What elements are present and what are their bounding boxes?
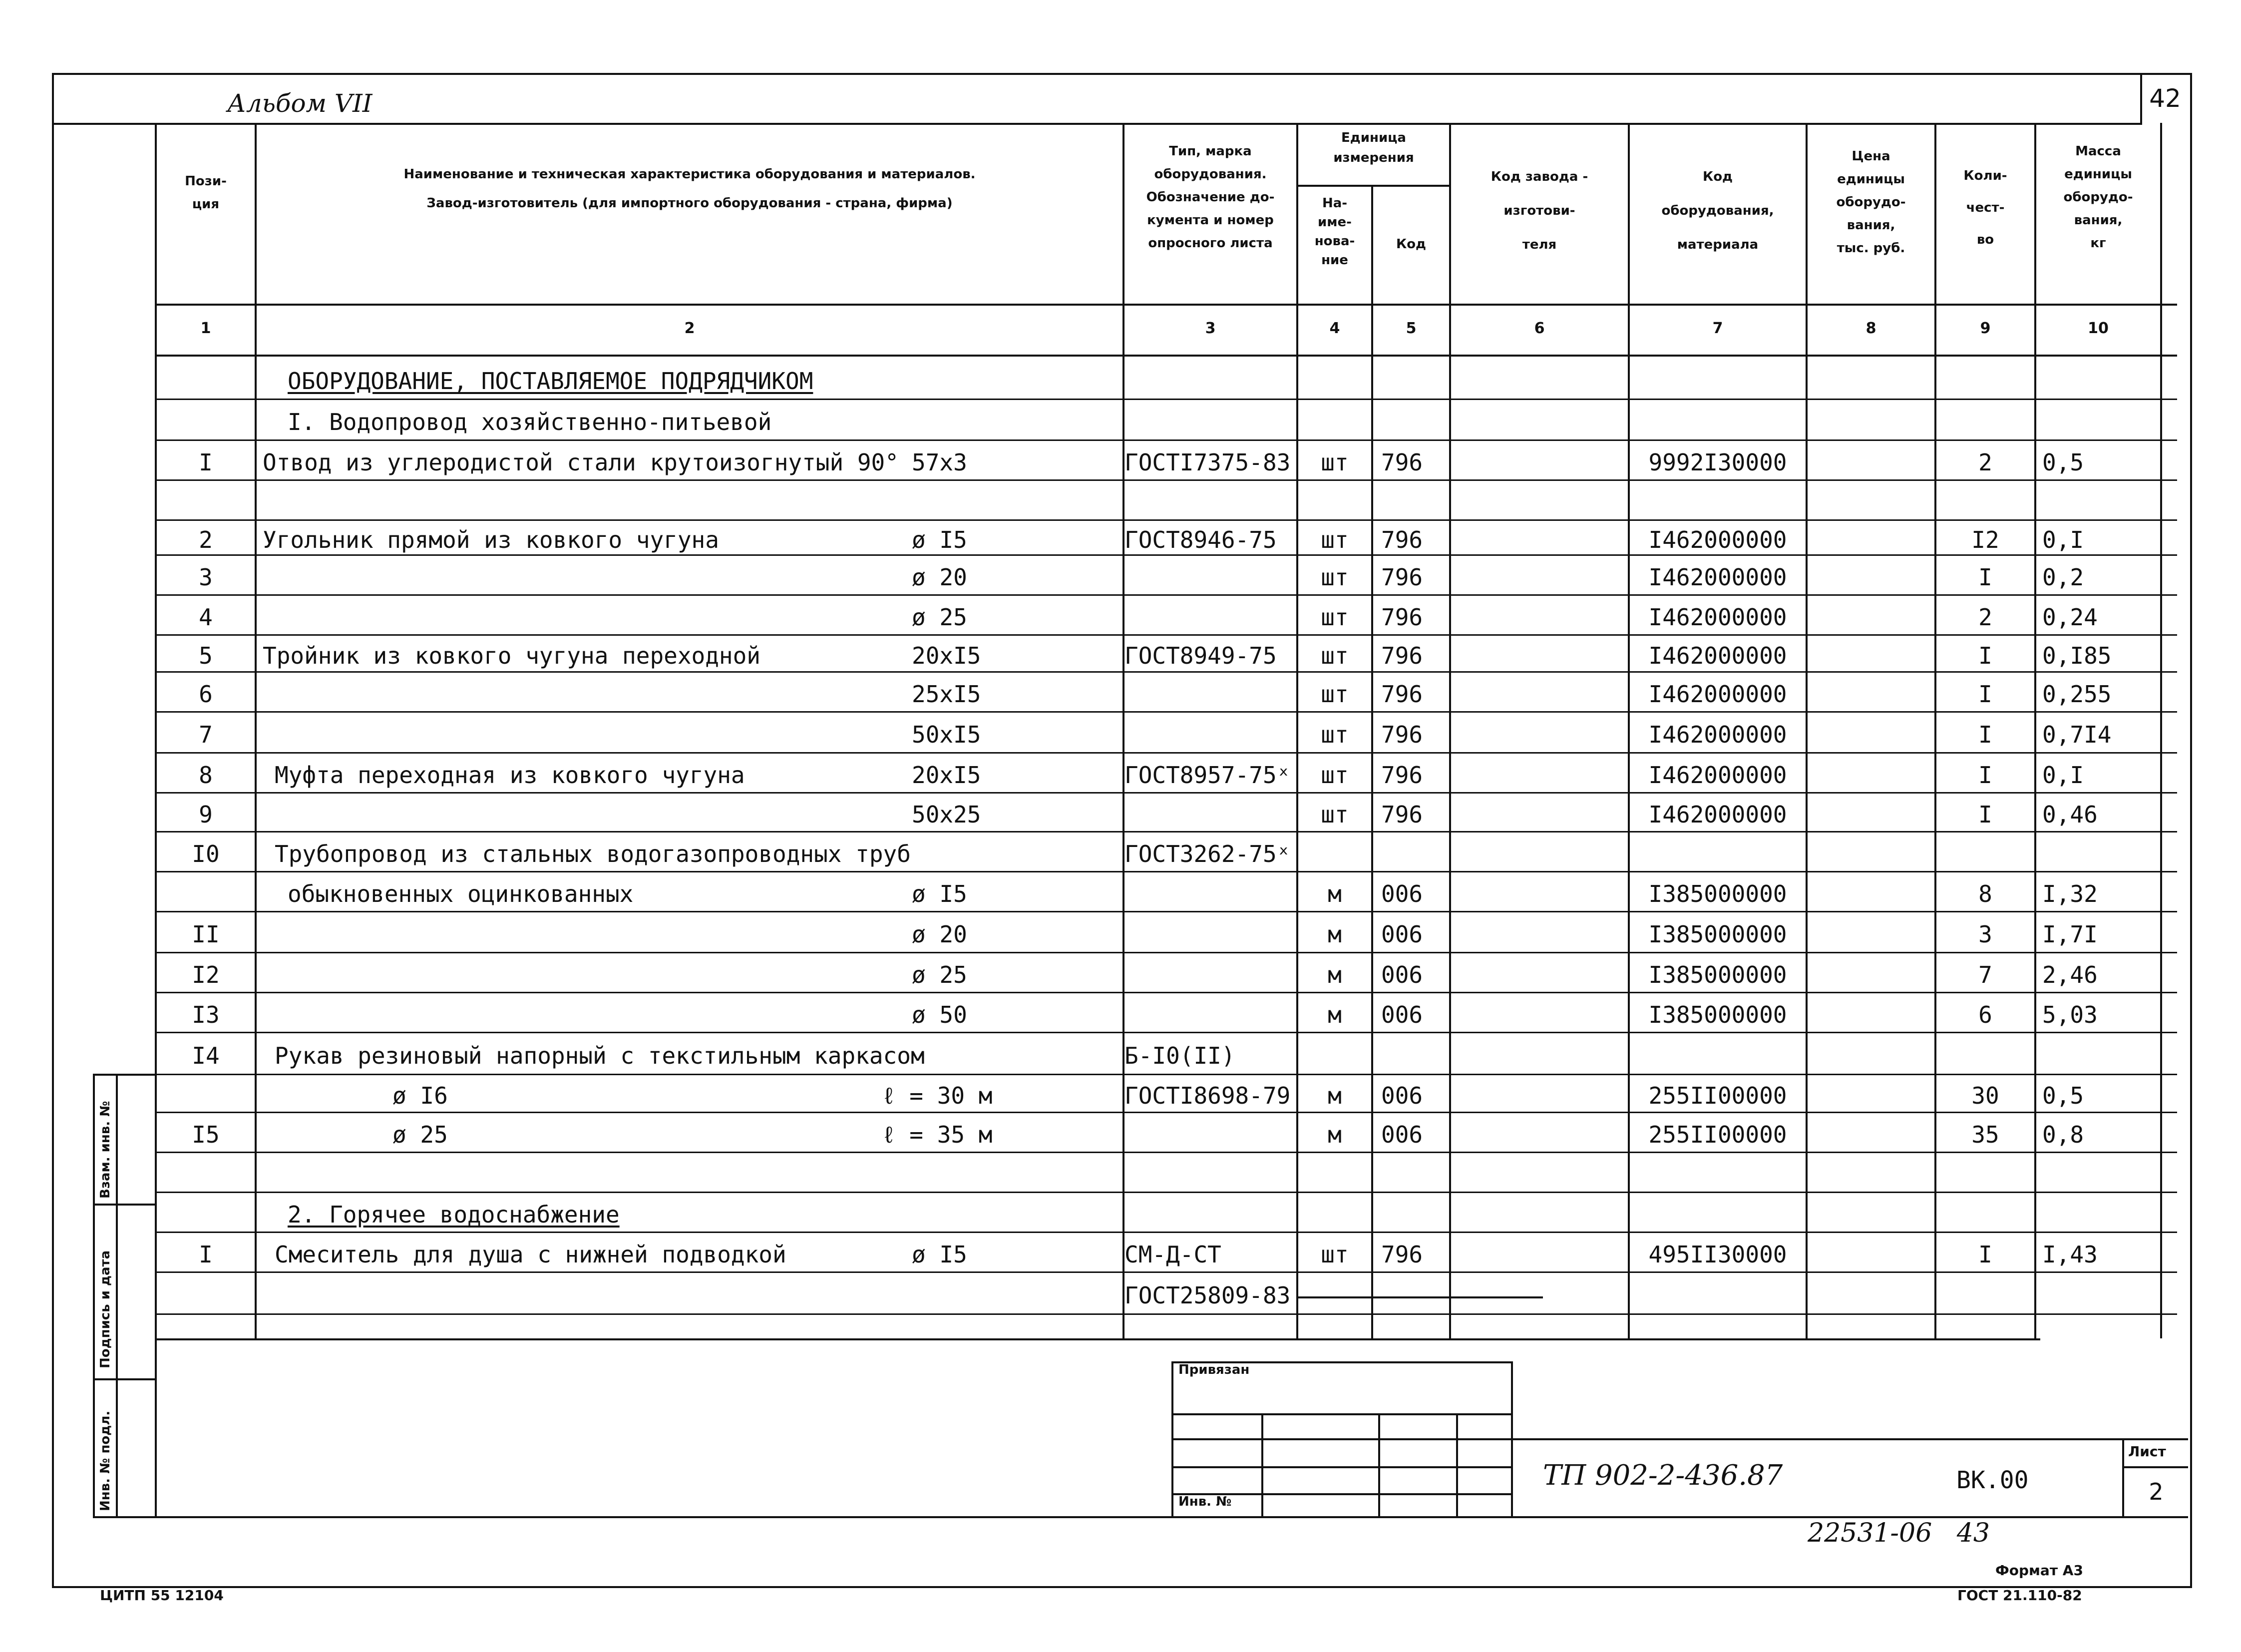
cell-mat: I462000000 bbox=[1648, 526, 1787, 553]
cell-pos: 5 bbox=[199, 642, 213, 669]
row-rule bbox=[155, 871, 2177, 872]
col-line-5 bbox=[1449, 123, 1451, 1338]
cell-unit: шт bbox=[1321, 564, 1349, 591]
tb-doc-code: ТП 902-2-436.87 bbox=[1543, 1459, 1783, 1492]
cell-doc: ГОСТI7375-83 bbox=[1124, 449, 1291, 476]
row-rule bbox=[155, 831, 2177, 832]
col-header-3: Тип, марка оборудования. Обозначение до- кумента и номер опросного листа bbox=[1146, 144, 1275, 251]
col-num-7: 7 bbox=[1712, 320, 1723, 337]
cell-unit: м bbox=[1328, 880, 1342, 907]
cell-name: ОБОРУДОВАНИЕ, ПОСТАВЛЯЕМОЕ ПОДРЯДЧИКОМ bbox=[288, 368, 813, 395]
cell-mat: I385000000 bbox=[1648, 961, 1787, 988]
cell-spec: ø I5 bbox=[912, 526, 967, 553]
cell-mat: I462000000 bbox=[1648, 801, 1787, 828]
cell-name: 2. Горячее водоснабжение bbox=[288, 1201, 620, 1228]
col-num-5: 5 bbox=[1406, 320, 1417, 337]
row-rule bbox=[155, 1313, 2177, 1315]
cell-spec: ø I5 bbox=[912, 1241, 967, 1268]
cell-mass: 2,46 bbox=[2042, 961, 2098, 988]
cell-mat: I385000000 bbox=[1648, 1001, 1787, 1028]
tb-sheet-number: 2 bbox=[2149, 1478, 2164, 1505]
tb-vline-3 bbox=[1378, 1413, 1380, 1516]
cell-code: 006 bbox=[1381, 961, 1423, 988]
cell-spec: ø 50 bbox=[912, 1001, 967, 1028]
row-rule bbox=[155, 671, 2177, 673]
cell-mat: 495II30000 bbox=[1648, 1241, 1787, 1268]
row-rule bbox=[155, 1232, 2177, 1233]
cell-qty: 7 bbox=[1978, 961, 1992, 988]
col-line-1 bbox=[255, 123, 257, 1338]
side-sign-date: Подпись и дата bbox=[98, 1250, 113, 1368]
cell-name: Трубопровод из стальных водогазопроводных труб bbox=[275, 840, 911, 867]
col-header-8: Цена единицы оборудо- вания, тыс. руб. bbox=[1836, 149, 1906, 256]
cell-code: 796 bbox=[1381, 801, 1423, 828]
cell-pos: 4 bbox=[199, 604, 213, 631]
row-rule bbox=[155, 594, 2177, 596]
cell-pos: I4 bbox=[192, 1042, 220, 1069]
cell-pos: II bbox=[192, 921, 220, 948]
cell-spec: 50x25 bbox=[912, 801, 981, 828]
row-rule bbox=[155, 1032, 2177, 1033]
cell-name: Отвод из углеродистой стали крутоизогнутый 90° bbox=[263, 449, 899, 476]
page-frame bbox=[52, 73, 2192, 1588]
cell-qty: I bbox=[1978, 762, 1992, 789]
col-num-6: 6 bbox=[1534, 320, 1545, 337]
cell-doc: Б-I0(II) bbox=[1124, 1042, 1235, 1069]
cell-spec: 57x3 bbox=[912, 449, 967, 476]
number-row-rule bbox=[155, 355, 2177, 357]
cell-unit: м bbox=[1328, 1082, 1342, 1109]
row-rule bbox=[155, 911, 2177, 912]
col-header-6: Код завода - изготови- теля bbox=[1491, 169, 1588, 252]
cell-mass: 0,8 bbox=[2042, 1121, 2084, 1148]
cell-pos: 3 bbox=[199, 564, 213, 591]
row-rule bbox=[155, 1271, 2177, 1273]
cell-mat: I385000000 bbox=[1648, 921, 1787, 948]
cell-name: ø 25 bbox=[392, 1121, 448, 1148]
side-stamp-sep-1 bbox=[93, 1204, 155, 1206]
row-rule bbox=[155, 554, 2177, 556]
cell-name: Тройник из ковкого чугуна переходной bbox=[263, 642, 760, 669]
cell-qty: 35 bbox=[1971, 1121, 1999, 1148]
cell-pos: I bbox=[199, 449, 213, 476]
cell-qty: I bbox=[1978, 1241, 1992, 1268]
row-rule bbox=[155, 399, 2177, 400]
row-rule bbox=[155, 752, 2177, 754]
col-header-9: Коли- чест- во bbox=[1963, 168, 2007, 247]
handwritten-number: 22531-06 43 bbox=[1808, 1518, 1990, 1548]
cell-pos: 9 bbox=[199, 801, 213, 828]
cell-qty: I bbox=[1978, 564, 1992, 591]
col-num-1: 1 bbox=[200, 320, 211, 337]
top-rule bbox=[52, 123, 2140, 125]
cell-qty: 3 bbox=[1978, 921, 1992, 948]
col-header-1: Пози- ция bbox=[185, 174, 227, 212]
cell-pos: I5 bbox=[192, 1121, 220, 1148]
cell-mat: I462000000 bbox=[1648, 564, 1787, 591]
row-rule bbox=[155, 634, 2177, 636]
tb-rule-4 bbox=[1171, 1466, 1511, 1468]
cell-mat: 255II00000 bbox=[1648, 1121, 1787, 1148]
row-rule bbox=[155, 519, 2177, 521]
tb-vline-4 bbox=[1456, 1413, 1458, 1516]
tb-rule-2 bbox=[1171, 1413, 1511, 1415]
cell-name: ø I6 bbox=[392, 1082, 448, 1109]
cell-code: 796 bbox=[1381, 604, 1423, 631]
row-rule bbox=[155, 952, 2177, 953]
cell-pos: I bbox=[199, 1241, 213, 1268]
cell-mass: 5,03 bbox=[2042, 1001, 2098, 1028]
cell-mass: 0,255 bbox=[2042, 681, 2112, 708]
side-stamp-line bbox=[93, 1074, 95, 1516]
cell-unit: шт bbox=[1321, 449, 1349, 476]
cell-unit: шт bbox=[1321, 604, 1349, 631]
format-label: Формат А3 bbox=[1995, 1562, 2083, 1579]
cell-mass: 0,24 bbox=[2042, 604, 2098, 631]
cell-pos: I0 bbox=[192, 840, 220, 867]
cell-doc: ГОСТ3262-75ˣ bbox=[1124, 840, 1291, 867]
cell-qty: 30 bbox=[1971, 1082, 1999, 1109]
tb-inv-label: Инв. № bbox=[1178, 1494, 1232, 1509]
cell-code: 006 bbox=[1381, 921, 1423, 948]
cell-spec: ø 20 bbox=[912, 921, 967, 948]
cell-unit: шт bbox=[1321, 642, 1349, 669]
cell-code: 006 bbox=[1381, 1082, 1423, 1109]
cell-code: 006 bbox=[1381, 1001, 1423, 1028]
cell-doc: ГОСТ25809-83 bbox=[1124, 1282, 1291, 1309]
col-header-7: Код оборудования, материала bbox=[1661, 169, 1774, 252]
side-stamp-sep-2 bbox=[93, 1378, 155, 1380]
cell-spec: ø 20 bbox=[912, 564, 967, 591]
tb-vline-2 bbox=[1261, 1413, 1263, 1516]
side-stamp-line-2 bbox=[116, 1074, 118, 1516]
tb-attached-label: Привязан bbox=[1178, 1362, 1250, 1377]
cell-qty: I bbox=[1978, 642, 1992, 669]
cell-qty: 8 bbox=[1978, 880, 1992, 907]
cell-code: 796 bbox=[1381, 1241, 1423, 1268]
cell-spec: 25xI5 bbox=[912, 681, 981, 708]
cell-qty: 2 bbox=[1978, 604, 1992, 631]
col-num-3: 3 bbox=[1205, 320, 1216, 337]
cell-unit: шт bbox=[1321, 721, 1349, 748]
row-rule bbox=[155, 711, 2177, 713]
col-num-4: 4 bbox=[1329, 320, 1340, 337]
cell-mass: 0,2 bbox=[2042, 564, 2084, 591]
tb-vline-1 bbox=[1171, 1361, 1173, 1516]
col-header-5: Код bbox=[1396, 237, 1427, 252]
tb-mark: ВК.00 bbox=[1956, 1466, 2029, 1494]
cell-mass: 0,7I4 bbox=[2042, 721, 2112, 748]
cell-code: 796 bbox=[1381, 642, 1423, 669]
cell-pos: I3 bbox=[192, 1001, 220, 1028]
cell-spec: 20xI5 bbox=[912, 762, 981, 789]
cell-name: Муфта переходная из ковкого чугуна bbox=[275, 762, 745, 789]
col-num-2: 2 bbox=[684, 320, 695, 337]
cell-unit: шт bbox=[1321, 526, 1349, 553]
cell-mat: 9992I30000 bbox=[1648, 449, 1787, 476]
unit-group-rule bbox=[1296, 185, 1449, 187]
cell-doc: ГОСТ8949-75 bbox=[1124, 642, 1277, 669]
cell-pos: I2 bbox=[192, 961, 220, 988]
tb-vline-5 bbox=[1511, 1361, 1513, 1516]
side-stamp-bottom bbox=[93, 1516, 155, 1518]
cell-spec: ø 25 bbox=[912, 604, 967, 631]
col-header-4: На- име- нова- ние bbox=[1314, 196, 1355, 268]
tb-rule-3 bbox=[1171, 1438, 1511, 1440]
cell-spec: ℓ = 30 м bbox=[882, 1082, 993, 1109]
standard-label: ГОСТ 21.110-82 bbox=[1957, 1587, 2082, 1604]
side-inv-no: Инв. № подл. bbox=[98, 1410, 113, 1511]
cell-unit: шт bbox=[1321, 801, 1349, 828]
cell-mass: 0,5 bbox=[2042, 449, 2084, 476]
unit-bottom-rule bbox=[1296, 1296, 1543, 1298]
cell-mass: I,43 bbox=[2042, 1241, 2098, 1268]
col-line-4 bbox=[1371, 185, 1373, 1338]
row-rule bbox=[155, 1074, 2177, 1075]
cell-name: Смеситель для душа с нижней подводкой bbox=[275, 1241, 786, 1268]
cell-spec: ø 25 bbox=[912, 961, 967, 988]
cell-qty: 2 bbox=[1978, 449, 1992, 476]
cell-mat: I462000000 bbox=[1648, 762, 1787, 789]
cell-unit: м bbox=[1328, 1121, 1342, 1148]
cell-code: 796 bbox=[1381, 681, 1423, 708]
cell-unit: шт bbox=[1321, 1241, 1349, 1268]
col-line-7 bbox=[1806, 123, 1808, 1338]
org-code: ЦИТП 55 12104 bbox=[100, 1587, 224, 1604]
cell-mass: 0,I bbox=[2042, 526, 2084, 553]
row-rule bbox=[155, 439, 2177, 441]
cell-mat: I462000000 bbox=[1648, 642, 1787, 669]
row-rule bbox=[155, 479, 2177, 481]
col-line-10 bbox=[2160, 123, 2162, 1338]
cell-pos: 2 bbox=[199, 526, 213, 553]
page-number: 42 bbox=[2149, 84, 2181, 113]
row-rule bbox=[155, 1192, 2177, 1193]
cell-doc: ГОСТ8957-75ˣ bbox=[1124, 762, 1291, 789]
cell-doc: ГОСТI8698-79 bbox=[1124, 1082, 1291, 1109]
cell-mat: I462000000 bbox=[1648, 721, 1787, 748]
cell-doc: ГОСТ8946-75 bbox=[1124, 526, 1277, 553]
cell-spec: ℓ = 35 м bbox=[882, 1121, 993, 1148]
cell-mass: I,32 bbox=[2042, 880, 2098, 907]
cell-doc: СМ-Д-СТ bbox=[1124, 1241, 1221, 1268]
side-stamp-top bbox=[93, 1074, 155, 1076]
cell-spec: 50xI5 bbox=[912, 721, 981, 748]
tb-sheet-rule bbox=[2122, 1466, 2188, 1468]
cell-qty: I bbox=[1978, 721, 1992, 748]
row-rule bbox=[155, 1152, 2177, 1153]
cell-name: Рукав резиновый напорный с текстильным каркасом bbox=[275, 1042, 925, 1069]
cell-code: 796 bbox=[1381, 564, 1423, 591]
table-bottom-rule bbox=[155, 1338, 2040, 1340]
row-rule bbox=[155, 792, 2177, 794]
cell-code: 796 bbox=[1381, 721, 1423, 748]
col-line-2 bbox=[1122, 123, 1124, 1338]
cell-qty: I2 bbox=[1971, 526, 1999, 553]
cell-code: 796 bbox=[1381, 762, 1423, 789]
cell-mass: 0,5 bbox=[2042, 1082, 2084, 1109]
cell-mat: I385000000 bbox=[1648, 880, 1787, 907]
cell-pos: 6 bbox=[199, 681, 213, 708]
cell-mass: I,7I bbox=[2042, 921, 2098, 948]
cell-unit: м bbox=[1328, 1001, 1342, 1028]
col-header-2: Наименование и техническая характеристика оборудования и материалов. Завод-изготовитель (для импортного оборудования - страна, фирма) bbox=[403, 167, 976, 211]
cell-name: I. Водопровод хозяйственно-питьевой bbox=[288, 409, 772, 435]
side-replace-inv: Взам. инв. № bbox=[98, 1101, 113, 1199]
cell-unit: шт bbox=[1321, 762, 1349, 789]
col-num-8: 8 bbox=[1866, 320, 1876, 337]
cell-mat: I462000000 bbox=[1648, 681, 1787, 708]
cell-qty: 6 bbox=[1978, 1001, 1992, 1028]
cell-qty: I bbox=[1978, 801, 1992, 828]
cell-mat: 255II00000 bbox=[1648, 1082, 1787, 1109]
album-label: Альбом VII bbox=[227, 89, 373, 118]
cell-code: 006 bbox=[1381, 880, 1423, 907]
col-num-10: 10 bbox=[2088, 320, 2109, 337]
cell-spec: 20xI5 bbox=[912, 642, 981, 669]
tb-rule-main bbox=[1511, 1438, 2188, 1440]
col-num-9: 9 bbox=[1980, 320, 1991, 337]
cell-mass: 0,46 bbox=[2042, 801, 2098, 828]
cell-unit: м bbox=[1328, 961, 1342, 988]
col-header-10: Масса единицы оборудо- вания, кг bbox=[2063, 144, 2133, 251]
cell-code: 796 bbox=[1381, 526, 1423, 553]
cell-code: 006 bbox=[1381, 1121, 1423, 1148]
cell-unit: шт bbox=[1321, 681, 1349, 708]
row-rule bbox=[155, 1112, 2177, 1113]
cell-pos: 8 bbox=[199, 762, 213, 789]
unit-group-header: Единица измерения bbox=[1333, 130, 1414, 165]
cell-name: обыкновенных оцинкованных bbox=[288, 880, 634, 907]
row-rule bbox=[155, 992, 2177, 993]
cell-mat: I462000000 bbox=[1648, 604, 1787, 631]
cell-code: 796 bbox=[1381, 449, 1423, 476]
cell-spec: ø I5 bbox=[912, 880, 967, 907]
header-bottom-rule bbox=[155, 304, 2177, 306]
tb-sheet-label: Лист bbox=[2128, 1443, 2166, 1460]
cell-mass: 0,I bbox=[2042, 762, 2084, 789]
cell-unit: м bbox=[1328, 921, 1342, 948]
cell-mass: 0,I85 bbox=[2042, 642, 2112, 669]
cell-name: Угольник прямой из ковкого чугуна bbox=[263, 526, 719, 553]
cell-qty: I bbox=[1978, 681, 1992, 708]
cell-pos: 7 bbox=[199, 721, 213, 748]
col-line-9 bbox=[2034, 123, 2036, 1338]
